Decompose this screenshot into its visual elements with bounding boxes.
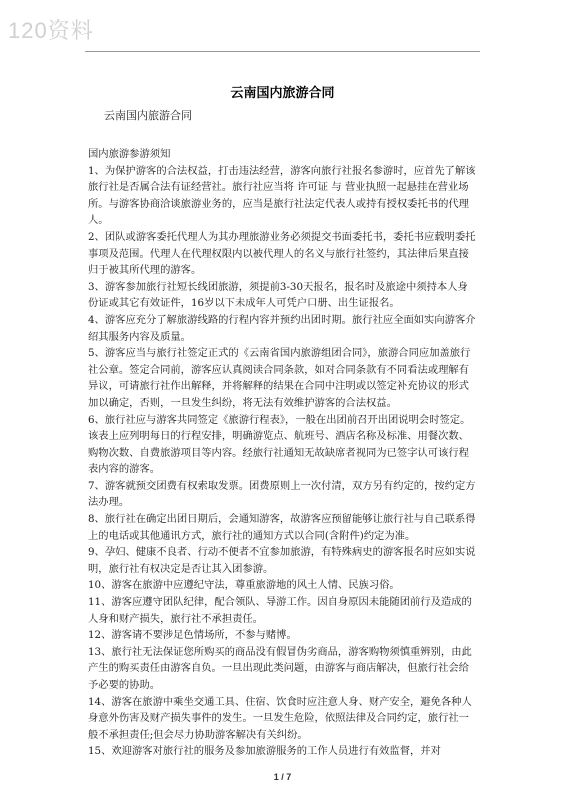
paragraph-6: 6、旅行社应与游客共同签定《旅游行程表》，一般在出团前召开出团说明会时签定。该表上应列明每日的行程安排，明确游览点、航班号、酒店名称及标准、用餐次数、购物次数、自费旅游项目等内容。经旅行社通知无故缺席者视同为已签字认可该行程表内容的游客。 xyxy=(88,413,471,476)
paragraph-7: 7、游客就预交团费有权索取发票。团费原则上一次付清，双方另有约定的，按约定方法办理。 xyxy=(88,479,476,509)
paragraph-4: 4、游客应充分了解旅游线路的行程内容并预约出团时期。旅行社应全面如实向游客介绍其服务内容及质量。 xyxy=(88,313,476,343)
paragraph-5: 5、游客应当与旅行社签定正式的《云南省国内旅游组团合同》，旅游合同应加盖旅行社公章。签定合同前，游客应认真阅读合同条款，如对合同条款有不同看法或理解有异议，可请旅行社作出解释，并将解释的结果在合同中注明或以签定补充协议的形式加以确定，否则，一旦发生纠纷，将无法有效维护游客的合法权益。 xyxy=(88,347,471,409)
document-body xyxy=(88,146,478,760)
paragraph-2: 2、团队或游客委托代理人为其办理旅游业务必须提交书面委托书，委托书应载明委托事项及范围。代理人在代理权限内以被代理人的名义与旅行社签约，其法律后果直接归于被其所代理的游客。 xyxy=(88,230,476,277)
paragraph-10: 10、游客在旅游中应遵纪守法，尊重旅游地的风土人情、民族习俗。 xyxy=(88,579,400,592)
header-divider xyxy=(85,51,480,52)
section-heading: 国内旅游参游须知 xyxy=(88,148,171,160)
paragraph-1: 1、为保护游客的合法权益，打击违法经营，游客向旅行社报名参游时，应首先了解该旅行社是否属合法有证经营社。旅行社应当将 许可证 与 营业执照一起悬挂在营业场所。与游客协商洽谈旅游业务的，应当是旅行社法定代表人或持有授权委托书的代理人。 xyxy=(88,164,476,227)
paragraph-13: 13、旅行社无法保证您所购买的商品没有假冒伪劣商品，游客购物须慎重辨别，由此产生的购买责任由游客自负。一旦出现此类问题，由游客与商店解决，但旅行社会给予必要的协助。 xyxy=(88,645,472,691)
paragraph-14: 14、游客在旅游中乘坐交通工具、住宿、饮食时应注意人身、财产安全，避免各种人身意外伤害及财产损失事件的发生。一旦发生危险，依照法律及合同约定，旅行社一般不承担责任;但会尽力协助游客解决有关纠纷。 xyxy=(88,695,472,741)
document-title: 云南国内旅游合同 xyxy=(230,86,335,101)
paragraph-3: 3、游客参加旅行社短长线团旅游，须提前3-30天报名，报名时及旅途中须持本人身份证或其它有效证件，16岁以下未成年人可凭户口册、出生证报名。 xyxy=(88,280,468,310)
paragraph-11: 11、游客应遵守团队纪律，配合领队、导游工作。因自身原因未能随团前行及造成的人身和财产损失，旅行社不承担责任。 xyxy=(88,596,472,625)
paragraph-8: 8、旅行社在确定出团日期后，会通知游客，故游客应预留能够让旅行社与自己联系得上的电话或其他通讯方式，旅行社的通知方式以合同(含附件)约定为准。 xyxy=(88,513,476,542)
watermark-logo: 120资料 xyxy=(8,18,94,43)
page-number: 1 / 7 xyxy=(273,772,292,782)
document-subtitle: 云南国内旅游合同 xyxy=(104,109,192,122)
paragraph-9: 9、孕妇、健康不良者、行动不便者不宜参加旅游，有特殊病史的游客报名时应如实说明，旅行社有权决定是否让其入团参游。 xyxy=(88,546,476,575)
paragraph-15: 15、欢迎游客对旅行社的服务及参加旅游服务的工作人员进行有效监督，并对 xyxy=(88,745,441,758)
paragraph-12: 12、游客请不要涉足色情场所，不参与赌博。 xyxy=(88,629,297,642)
